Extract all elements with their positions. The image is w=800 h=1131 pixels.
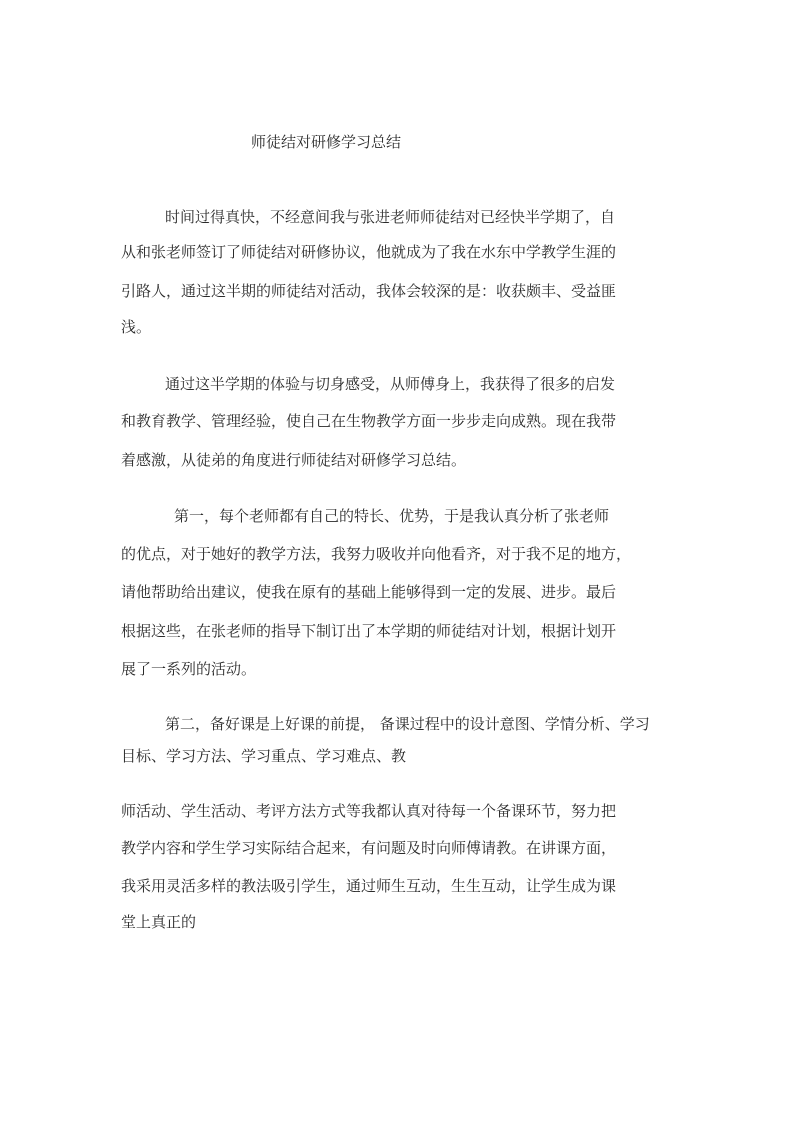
text-line: 第二，备好课是上好课的前提， 备课过程中的设计意图、学情分析、学习 xyxy=(165,715,650,733)
text-line: 师活动、学生活动、考评方法方式等我都认真对待每一个备课环节，努力把 xyxy=(121,802,617,820)
text-line: 教学内容和学生学习实际结合起来，有问题及时向师傅请教。在讲课方面， xyxy=(121,839,617,857)
text-line: 我采用灵活多样的教法吸引学生，通过师生互动，生生互动，让学生成为课 xyxy=(121,877,617,895)
text-line: 根据这些，在张老师的指导下制订出了本学期的师徒结对计划，根据计划开 xyxy=(121,622,617,640)
text-line: 从和张老师签订了师徒结对研修协议，他就成为了我在水东中学教学生涯的 xyxy=(121,243,617,261)
text-line: 浅。 xyxy=(121,318,152,336)
text-line: 目标、学习方法、学习重点、学习难点、教 xyxy=(121,747,407,765)
text-line: 请他帮助给出建议，使我在原有的基础上能够得到一定的发展、进步。最后 xyxy=(121,583,617,601)
text-line: 时间过得真快，不经意间我与张进老师师徒结对已经快半学期了，自 xyxy=(165,208,616,226)
text-line: 的优点，对于她好的教学方法，我努力吸收并向他看齐，对于我不足的地方， xyxy=(121,545,632,563)
text-line: 第一，每个老师都有自己的特长、优势，于是我认真分析了张老师 xyxy=(174,507,610,525)
text-line: 展了一系列的活动。 xyxy=(121,660,257,678)
document-title: 师徒结对研修学习总结 xyxy=(251,133,402,151)
text-line: 堂上真正的 xyxy=(121,913,197,931)
text-line: 着感激，从徒弟的角度进行师徒结对研修学习总结。 xyxy=(121,451,467,469)
text-line: 通过这半学期的体验与切身感受，从师傅身上，我获得了很多的启发 xyxy=(165,375,616,393)
text-line: 和教育教学、管理经验，使自己在生物教学方面一步步走向成熟。现在我带 xyxy=(121,412,617,430)
text-line: 引路人，通过这半期的师徒结对活动，我体会较深的是：收获颇丰、受益匪 xyxy=(121,282,617,300)
